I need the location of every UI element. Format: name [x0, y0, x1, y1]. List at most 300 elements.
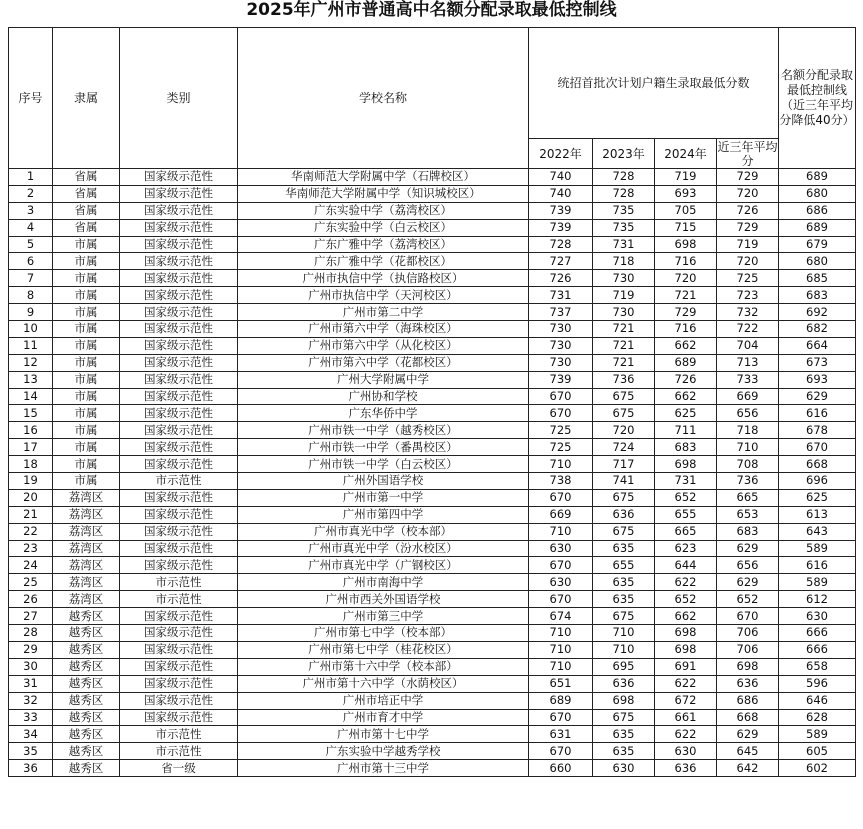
average-cell: 629: [717, 540, 779, 557]
category-cell: 国家级示范性: [120, 456, 238, 473]
score-2022-cell: 727: [529, 253, 593, 270]
average-cell: 736: [717, 473, 779, 490]
score-2023-cell: 655: [593, 557, 655, 574]
average-cell: 733: [717, 371, 779, 388]
quota-line-cell: 629: [779, 388, 856, 405]
score-2023-cell: 735: [593, 219, 655, 236]
average-cell: 722: [717, 321, 779, 338]
school-name-cell: 广州市第十七中学: [238, 726, 529, 743]
affiliation-cell: 市属: [53, 236, 120, 253]
table-row: [9, 321, 856, 338]
school-name-cell: 广州市第七中学（桂花校区）: [238, 641, 529, 658]
table-row: [9, 506, 856, 523]
seq-cell: 12: [9, 354, 53, 371]
quota-line-cell: 630: [779, 608, 856, 625]
seq-cell: 23: [9, 540, 53, 557]
table-row: [9, 304, 856, 321]
table-row: [9, 337, 856, 354]
average-cell: 670: [717, 608, 779, 625]
category-cell: 市示范性: [120, 743, 238, 760]
average-cell: 629: [717, 726, 779, 743]
score-2022-cell: 710: [529, 456, 593, 473]
average-cell: 720: [717, 253, 779, 270]
score-2024-cell: 711: [655, 422, 717, 439]
affiliation-cell: 省属: [53, 202, 120, 219]
category-cell: 国家级示范性: [120, 692, 238, 709]
category-cell: 国家级示范性: [120, 388, 238, 405]
score-2022-cell: 739: [529, 219, 593, 236]
school-name-cell: 广州市执信中学（执信路校区）: [238, 270, 529, 287]
affiliation-cell: 越秀区: [53, 760, 120, 777]
quota-line-cell: 673: [779, 354, 856, 371]
school-name-cell: 广州市第十三中学: [238, 760, 529, 777]
score-2024-cell: 721: [655, 287, 717, 304]
average-cell: 653: [717, 506, 779, 523]
affiliation-cell: 荔湾区: [53, 489, 120, 506]
score-2022-cell: 740: [529, 185, 593, 202]
quota-line-cell: 683: [779, 287, 856, 304]
quota-line-cell: 692: [779, 304, 856, 321]
average-cell: 656: [717, 405, 779, 422]
seq-cell: 18: [9, 456, 53, 473]
score-2022-cell: 669: [529, 506, 593, 523]
school-name-cell: 广州市真光中学（广钢校区）: [238, 557, 529, 574]
average-cell: 629: [717, 574, 779, 591]
score-2024-cell: 644: [655, 557, 717, 574]
quota-line-cell: 646: [779, 692, 856, 709]
seq-cell: 15: [9, 405, 53, 422]
quota-line-cell: 693: [779, 371, 856, 388]
category-cell: 国家级示范性: [120, 641, 238, 658]
school-name-cell: 广州市铁一中学（越秀校区）: [238, 422, 529, 439]
score-2022-cell: 731: [529, 287, 593, 304]
affiliation-cell: 荔湾区: [53, 591, 120, 608]
quota-line-cell: 589: [779, 574, 856, 591]
school-name-cell: 广州市培正中学: [238, 692, 529, 709]
score-2023-cell: 731: [593, 236, 655, 253]
school-name-cell: 广州市真光中学（校本部）: [238, 523, 529, 540]
score-2024-cell: 698: [655, 236, 717, 253]
average-cell: 713: [717, 354, 779, 371]
score-2023-cell: 636: [593, 506, 655, 523]
school-name-cell: 广东华侨中学: [238, 405, 529, 422]
score-2024-cell: 689: [655, 354, 717, 371]
score-2022-cell: 739: [529, 202, 593, 219]
affiliation-cell: 越秀区: [53, 675, 120, 692]
affiliation-cell: 荔湾区: [53, 506, 120, 523]
quota-line-cell: 682: [779, 321, 856, 338]
average-cell: 686: [717, 692, 779, 709]
table-row: [9, 473, 856, 490]
average-cell: 719: [717, 236, 779, 253]
score-2023-cell: 736: [593, 371, 655, 388]
header-score-group: 统招首批次计划户籍生录取最低分数: [529, 28, 779, 139]
quota-line-cell: 664: [779, 337, 856, 354]
score-2022-cell: 730: [529, 337, 593, 354]
affiliation-cell: 省属: [53, 185, 120, 202]
affiliation-cell: 市属: [53, 287, 120, 304]
table-row: [9, 202, 856, 219]
score-2022-cell: 689: [529, 692, 593, 709]
score-2023-cell: 710: [593, 625, 655, 642]
table-row: [9, 540, 856, 557]
seq-cell: 14: [9, 388, 53, 405]
score-2023-cell: 675: [593, 405, 655, 422]
quota-line-cell: 589: [779, 540, 856, 557]
score-2023-cell: 730: [593, 270, 655, 287]
seq-cell: 19: [9, 473, 53, 490]
score-2023-cell: 719: [593, 287, 655, 304]
score-2023-cell: 710: [593, 641, 655, 658]
category-cell: 国家级示范性: [120, 253, 238, 270]
score-2024-cell: 623: [655, 540, 717, 557]
affiliation-cell: 越秀区: [53, 641, 120, 658]
affiliation-cell: 市属: [53, 405, 120, 422]
average-cell: 669: [717, 388, 779, 405]
score-2023-cell: 675: [593, 388, 655, 405]
category-cell: 国家级示范性: [120, 169, 238, 186]
affiliation-cell: 市属: [53, 473, 120, 490]
quota-line-cell: 605: [779, 743, 856, 760]
affiliation-cell: 越秀区: [53, 743, 120, 760]
score-2023-cell: 721: [593, 321, 655, 338]
score-2024-cell: 716: [655, 321, 717, 338]
school-name-cell: 广州市第十六中学（水荫校区）: [238, 675, 529, 692]
affiliation-cell: 市属: [53, 321, 120, 338]
seq-cell: 9: [9, 304, 53, 321]
affiliation-cell: 市属: [53, 253, 120, 270]
average-cell: 642: [717, 760, 779, 777]
table-row: [9, 743, 856, 760]
school-name-cell: 广东实验中学越秀学校: [238, 743, 529, 760]
quota-line-cell: 680: [779, 185, 856, 202]
score-2024-cell: 716: [655, 253, 717, 270]
seq-cell: 34: [9, 726, 53, 743]
table-row: [9, 591, 856, 608]
average-cell: 732: [717, 304, 779, 321]
quota-line-cell: 666: [779, 641, 856, 658]
score-2022-cell: 660: [529, 760, 593, 777]
table-row: [9, 675, 856, 692]
seq-cell: 6: [9, 253, 53, 270]
score-2023-cell: 675: [593, 608, 655, 625]
score-2024-cell: 672: [655, 692, 717, 709]
category-cell: 国家级示范性: [120, 523, 238, 540]
score-2023-cell: 728: [593, 169, 655, 186]
average-cell: 718: [717, 422, 779, 439]
school-name-cell: 广州市第六中学（花都校区）: [238, 354, 529, 371]
score-2023-cell: 721: [593, 337, 655, 354]
quota-line-cell: 668: [779, 456, 856, 473]
score-2022-cell: 710: [529, 658, 593, 675]
header-school: 学校名称: [238, 28, 529, 169]
seq-cell: 28: [9, 625, 53, 642]
quota-line-cell: 643: [779, 523, 856, 540]
category-cell: 市示范性: [120, 473, 238, 490]
quota-line-cell: 625: [779, 489, 856, 506]
score-2023-cell: 635: [593, 726, 655, 743]
category-cell: 国家级示范性: [120, 489, 238, 506]
score-2024-cell: 720: [655, 270, 717, 287]
score-2024-cell: 661: [655, 709, 717, 726]
average-cell: 729: [717, 219, 779, 236]
school-name-cell: 广州市育才中学: [238, 709, 529, 726]
quota-line-cell: 678: [779, 422, 856, 439]
category-cell: 国家级示范性: [120, 185, 238, 202]
page-title: 2025年广州市普通高中名额分配录取最低控制线: [246, 0, 617, 20]
affiliation-cell: 荔湾区: [53, 574, 120, 591]
score-2022-cell: 674: [529, 608, 593, 625]
school-name-cell: 广州市执信中学（天河校区）: [238, 287, 529, 304]
affiliation-cell: 市属: [53, 388, 120, 405]
category-cell: 国家级示范性: [120, 506, 238, 523]
seq-cell: 4: [9, 219, 53, 236]
score-2024-cell: 662: [655, 388, 717, 405]
seq-cell: 5: [9, 236, 53, 253]
school-name-cell: 广州市第六中学（从化校区）: [238, 337, 529, 354]
table-row: [9, 709, 856, 726]
school-name-cell: 广州市第十六中学（校本部）: [238, 658, 529, 675]
score-2023-cell: 741: [593, 473, 655, 490]
score-2024-cell: 630: [655, 743, 717, 760]
category-cell: 国家级示范性: [120, 354, 238, 371]
quota-line-cell: 685: [779, 270, 856, 287]
seq-cell: 30: [9, 658, 53, 675]
header-2022: 2022年: [529, 139, 593, 169]
score-2024-cell: 731: [655, 473, 717, 490]
category-cell: 国家级示范性: [120, 337, 238, 354]
category-cell: 国家级示范性: [120, 439, 238, 456]
table-body: [9, 169, 856, 777]
table-row: [9, 219, 856, 236]
category-cell: 国家级示范性: [120, 422, 238, 439]
score-2024-cell: 652: [655, 591, 717, 608]
seq-cell: 13: [9, 371, 53, 388]
school-name-cell: 广州大学附属中学: [238, 371, 529, 388]
seq-cell: 29: [9, 641, 53, 658]
affiliation-cell: 市属: [53, 456, 120, 473]
affiliation-cell: 市属: [53, 371, 120, 388]
quota-line-cell: 616: [779, 405, 856, 422]
header-category: 类别: [120, 28, 238, 169]
score-2022-cell: 670: [529, 489, 593, 506]
category-cell: 国家级示范性: [120, 202, 238, 219]
affiliation-cell: 越秀区: [53, 625, 120, 642]
score-2023-cell: 635: [593, 743, 655, 760]
school-name-cell: 华南师范大学附属中学（知识城校区）: [238, 185, 529, 202]
table-row: [9, 388, 856, 405]
school-name-cell: 广州市第四中学: [238, 506, 529, 523]
category-cell: 国家级示范性: [120, 236, 238, 253]
quota-line-cell: 628: [779, 709, 856, 726]
category-cell: 国家级示范性: [120, 219, 238, 236]
header-three-year-average: 近三年平均分: [717, 139, 778, 168]
average-cell: 656: [717, 557, 779, 574]
affiliation-cell: 荔湾区: [53, 523, 120, 540]
table-row: [9, 371, 856, 388]
category-cell: 市示范性: [120, 591, 238, 608]
score-2023-cell: 675: [593, 489, 655, 506]
school-name-cell: 广州市第六中学（海珠校区）: [238, 321, 529, 338]
score-2022-cell: 630: [529, 574, 593, 591]
score-2022-cell: 670: [529, 709, 593, 726]
school-name-cell: 广东广雅中学（花都校区）: [238, 253, 529, 270]
quota-line-cell: 602: [779, 760, 856, 777]
category-cell: 市示范性: [120, 574, 238, 591]
seq-cell: 7: [9, 270, 53, 287]
quota-line-cell: 613: [779, 506, 856, 523]
seq-cell: 8: [9, 287, 53, 304]
seq-cell: 2: [9, 185, 53, 202]
table-row: [9, 354, 856, 371]
quota-line-cell: 689: [779, 169, 856, 186]
score-2023-cell: 636: [593, 675, 655, 692]
score-2023-cell: 698: [593, 692, 655, 709]
category-cell: 国家级示范性: [120, 540, 238, 557]
category-cell: 国家级示范性: [120, 405, 238, 422]
quota-line-cell: 616: [779, 557, 856, 574]
category-cell: 省一级: [120, 760, 238, 777]
score-2024-cell: 705: [655, 202, 717, 219]
score-2022-cell: 631: [529, 726, 593, 743]
score-2024-cell: 726: [655, 371, 717, 388]
school-name-cell: 广州外国语学校: [238, 473, 529, 490]
score-2024-cell: 691: [655, 658, 717, 675]
affiliation-cell: 市属: [53, 337, 120, 354]
seq-cell: 11: [9, 337, 53, 354]
score-2022-cell: 710: [529, 523, 593, 540]
quota-line-cell: 670: [779, 439, 856, 456]
score-2024-cell: 662: [655, 608, 717, 625]
average-cell: 683: [717, 523, 779, 540]
average-cell: 668: [717, 709, 779, 726]
score-2023-cell: 721: [593, 354, 655, 371]
table-row: [9, 574, 856, 591]
table-row: [9, 557, 856, 574]
score-2022-cell: 670: [529, 591, 593, 608]
school-name-cell: 广州市西关外国语学校: [238, 591, 529, 608]
score-2022-cell: 730: [529, 354, 593, 371]
average-cell: 704: [717, 337, 779, 354]
score-2022-cell: 670: [529, 405, 593, 422]
table-row: [9, 270, 856, 287]
affiliation-cell: 市属: [53, 304, 120, 321]
average-cell: 652: [717, 591, 779, 608]
table-row: [9, 422, 856, 439]
header-2023: 2023年: [593, 139, 655, 169]
score-2022-cell: 740: [529, 169, 593, 186]
category-cell: 国家级示范性: [120, 371, 238, 388]
score-2023-cell: 635: [593, 591, 655, 608]
score-2022-cell: 730: [529, 321, 593, 338]
table-row: [9, 625, 856, 642]
school-name-cell: 广州市南海中学: [238, 574, 529, 591]
affiliation-cell: 市属: [53, 439, 120, 456]
average-cell: 710: [717, 439, 779, 456]
affiliation-cell: 市属: [53, 422, 120, 439]
seq-cell: 33: [9, 709, 53, 726]
affiliation-cell: 省属: [53, 219, 120, 236]
table-row: [9, 692, 856, 709]
score-2022-cell: 630: [529, 540, 593, 557]
school-name-cell: 广东实验中学（荔湾校区）: [238, 202, 529, 219]
affiliation-cell: 越秀区: [53, 608, 120, 625]
seq-cell: 27: [9, 608, 53, 625]
score-2024-cell: 655: [655, 506, 717, 523]
school-name-cell: 广东实验中学（白云校区）: [238, 219, 529, 236]
seq-cell: 24: [9, 557, 53, 574]
school-name-cell: 广州市第一中学: [238, 489, 529, 506]
seq-cell: 32: [9, 692, 53, 709]
school-name-cell: 广州市第三中学: [238, 608, 529, 625]
category-cell: 国家级示范性: [120, 675, 238, 692]
score-2022-cell: 710: [529, 641, 593, 658]
score-2023-cell: 635: [593, 540, 655, 557]
average-cell: 723: [717, 287, 779, 304]
table-row: [9, 760, 856, 777]
school-name-cell: 广州协和学校: [238, 388, 529, 405]
header-2024: 2024年: [655, 139, 717, 169]
quota-line-cell: 589: [779, 726, 856, 743]
table-row: [9, 608, 856, 625]
affiliation-cell: 省属: [53, 169, 120, 186]
score-2022-cell: 737: [529, 304, 593, 321]
affiliation-cell: 荔湾区: [53, 557, 120, 574]
score-2024-cell: 622: [655, 675, 717, 692]
score-2024-cell: 622: [655, 726, 717, 743]
seq-cell: 26: [9, 591, 53, 608]
seq-cell: 10: [9, 321, 53, 338]
score-2024-cell: 693: [655, 185, 717, 202]
category-cell: 国家级示范性: [120, 709, 238, 726]
table-row: [9, 439, 856, 456]
table-row: [9, 658, 856, 675]
score-2024-cell: 729: [655, 304, 717, 321]
table-row: [9, 287, 856, 304]
average-cell: 708: [717, 456, 779, 473]
score-2022-cell: 738: [529, 473, 593, 490]
average-cell: 645: [717, 743, 779, 760]
category-cell: 国家级示范性: [120, 608, 238, 625]
score-2024-cell: 715: [655, 219, 717, 236]
score-2023-cell: 735: [593, 202, 655, 219]
score-2022-cell: 651: [529, 675, 593, 692]
quota-line-cell: 686: [779, 202, 856, 219]
seq-cell: 16: [9, 422, 53, 439]
score-2024-cell: 636: [655, 760, 717, 777]
quota-line-cell: 689: [779, 219, 856, 236]
average-cell: 720: [717, 185, 779, 202]
score-2023-cell: 635: [593, 574, 655, 591]
header-affiliation: 隶属: [53, 28, 120, 169]
score-2024-cell: 698: [655, 641, 717, 658]
average-cell: 706: [717, 625, 779, 642]
school-name-cell: 广东广雅中学（荔湾校区）: [238, 236, 529, 253]
score-2023-cell: 718: [593, 253, 655, 270]
seq-cell: 22: [9, 523, 53, 540]
category-cell: 国家级示范性: [120, 557, 238, 574]
affiliation-cell: 市属: [53, 270, 120, 287]
score-2023-cell: 720: [593, 422, 655, 439]
school-name-cell: 广州市真光中学（汾水校区）: [238, 540, 529, 557]
school-name-cell: 广州市铁一中学（白云校区）: [238, 456, 529, 473]
table-row: [9, 523, 856, 540]
score-2023-cell: 675: [593, 709, 655, 726]
table-row: [9, 726, 856, 743]
score-2023-cell: 728: [593, 185, 655, 202]
quota-line-cell: 679: [779, 236, 856, 253]
table-row: [9, 489, 856, 506]
